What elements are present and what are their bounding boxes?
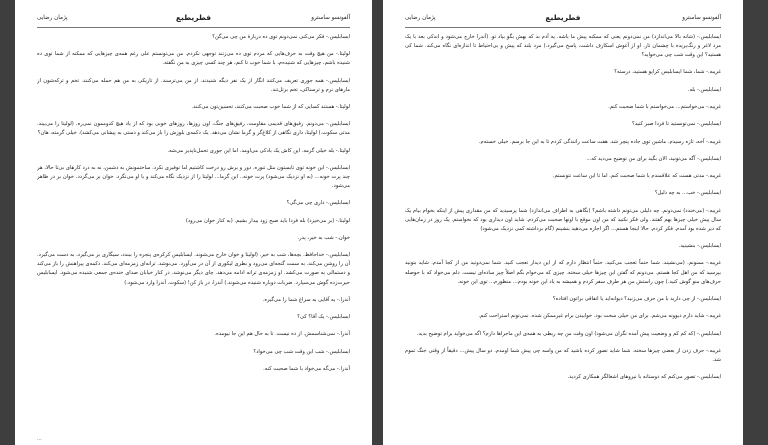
paragraph: ایسابلیس.- نمی‌تونستید تا فردا صبر کنید؟ [631,121,721,128]
paragraph: غریبه.- شاید دارم دیوونه می‌شم. برای من خیلی سخت بود. خوابیدن برام غیرممکن شده. نمی‌تونم استراحت کنم. [478,313,721,320]
paragraph: غریبه.- می‌خواستم... می‌خواستم با شما صحبت کنم. [608,104,721,111]
header-author: پژمان رضایی [37,15,68,21]
paragraph: ایسابلیس.- یک آقا؟ کی؟ [297,314,350,321]
header-divider [37,27,350,28]
paragraph: آندرا.- یه آقایی به سراغ شما را می‌گیره. [262,296,350,303]
paragraph: لولیتا.- (بر می‌خیزد) بله فردا باید صبح زود بیدار بشیم. (به کنار خوان می‌رود) [185,217,350,224]
paragraph: غریبه.- آخه، تازه رسیدم. ماشین توی جاده پنچر شد. هفت ساعت رانندگی کردم تا به این جا برسم. خیلی خسته‌م. [478,138,721,145]
header-book-title: آلفونسو ساسترو [682,15,721,21]
paragraph: ایسابلیس.- از چی دارید با من حرف می‌زنید؟ دیوانه‌اید یا اتفاقی براتون افتاده؟ [552,295,721,302]
paragraph: لولیتا.- من هیچ وقت به حرف‌هایی که مردم توی ده می‌زنند توجهی نکردم. من می‌تونستم علی رغم همه‌ی چیزهایی که ممکنه از شما توی ده شنیده باشم، چیزهایی که شنیده‌م، با شما خوب تا کنم، هر چند کسی چیزی به من نگفته. [37,51,350,67]
page-body [405,33,721,439]
paragraph: آندرا.- نمی‌شناسمش. از ده نیست. تا به حال هم این جا نیومده. [214,331,350,338]
paragraph: ایسابلیس.- (شانه بالا می‌اندازد) من نمی‌دونم یعنی که ممکنه پیش ما باشه. یه آدم بد که بهش بگو بیاد تو. (آندرا خارج می‌شود و اندکی بعد با یک مرد لاغر و رنگ‌پریده با چشمان تار. او از آغوش اسکارف داشت، پاسخ می‌گیرد.) مرد بلند که پیش و بی‌احتیاط تا اندازه‌ای نگاه می‌کند. شما کی هستید؟ این وقت شب چی می‌خواید؟ [405,34,721,59]
paragraph: غریبه.- (می‌خندد) نمی‌دونم. چه دلیلی می‌تونم داشته باشم؟ (نگاهی به اطراف می‌اندازد) شما پرسیدید که من مقداری پیش از اینکه بخوام بیام یک سال پیش خیلی چیزها بهم گفتند. ولی فکر نکنید که من اون موقع با اونها صحبت می‌کردم. شاید اون دیداری بود که نخواستم. یک روز در زمان‌هایی که دیر شده بود آمدم. فکر کردم. حالا اینجا هستم... اگر اجازه می‌دهید بنشینم (گام برداشته کمی نزدیک می‌شود) [405,207,721,232]
paragraph: لولیتا.- بله خیلی گرمه. این کاش یک بادکی می‌اومد. اما این جوری تحمل‌ناپذیر می‌شه. [167,147,350,154]
paragraph: ایسابلیس.- خداحافظ. بچه‌ها، شب به خیر. (لولیتا و خوان خارج می‌شوند. ایسابلیس کرکره‌ی پنجره را ببندد، سیگاری بر می‌گیرد، به دست می‌گیرد. آن را روشن می‌کند. به سمت گنجه‌ای می‌رود و بطری لیکوری از آن در می‌آورد. می‌نوشد. ترانه‌ای زمزمه‌ای می‌کند. دکمه‌ی پیراهنش را باز می‌کند و دستمالی به صورت می‌کشد. او زمزمه‌ی ترانه ادامه می‌دهد. چای دیگر می‌نوشد. در کنار خیابان صدای خنده‌ی جمعی شنیده می‌شود. ایسابلیس حیرت‌زده گوش می‌سپارد. ضربات دوباره شنیده می‌شوند.) آندرا، در باز کن! (سکوت. آندرا وارد می‌شود.) [37,252,350,286]
paragraph: ایسابلیس.- خب... به چه دلیل؟ [654,190,721,197]
paragraph: ایسابلیس.- همه جوری تعریف می‌کنند انگار از یک نفر دیگه شنیدند. از من می‌ترسند. از تاریکی به من هم حمله می‌کنند. تخم و ترکه‌شون از مارهای نرم و ترسناکی، تخم برتل‌تند. [37,77,350,93]
page-header [37,13,350,25]
paragraph: ایسابلیس.- آگه می‌تونید، الان بگید برای من توضیح می‌دید که... [586,155,721,162]
paragraph: ایسابلیس.- بنشینید. [678,243,721,250]
header-logo: فطریطبع [545,13,581,22]
paragraph: آندرا.- می‌گه می‌خواد با شما صحبت کنه. [263,365,350,372]
pagination-tail: ... [37,436,42,442]
paragraph: غریبه.- مدتی هست که علاقمندم با شما صحبت کنم. اما تا این ساعت نتونستم. [552,173,721,180]
paragraph: غریبه.- شما، شما ایسابلیس کراپو هستید، درسته؟ [614,69,721,76]
header-book-title: آلفونسو ساسترو [311,15,350,21]
document-page-left [15,0,372,445]
document-page-right [383,0,743,445]
header-divider [405,27,721,28]
paragraph: غریبه.- ممنونم. (می‌نشیند. شما حتماً تعجب می‌کنید. حتماً انتظار دارم که از این دیدار تعجب کنید. شما نمی‌دونید من از کجا آمدم. شاید بتونید بپرسید که من اهل کجا هستم. می‌دونم که گفتن این چیزها خیلی سخته. چیزی که می‌خوام بگم اصلاً چیز ساده‌ای نیست. دلم می‌خواد که با حوصله حرف‌های منو گوش کنید.) چون راستش من هر طرف سفر کردم و همیشه به یاد این خونه بودم... منظورم... توی این خونه. [405,260,721,285]
paragraph: لولیتا.- هستند کسایی که از شما خوب صحبت می‌کنند، تحسین‌تون می‌کنند. [191,104,350,111]
page-body [37,33,350,439]
paragraph: ایسابلیس.- می‌دونم. رفیق‌های قدیمی مقاومت، رفیق‌های جنگ، اون روزها، روزهای خوبی بود که از یاد هیچ کدوممون نمی‌ره. (لولیتا را می‌بیند. مدتی سکوت.) لولیتا، داری نگاهی از کلاغ‌گر و گرما نشان می‌دهد. یک دکمه‌ی بلوزش را باز می‌کند و دستی به پیشانی می‌کشد). خیلی گرمته، هان؟ [37,121,350,137]
paragraph: ایسابلیس.- بله. [687,86,721,93]
page-header [405,13,721,25]
paragraph: ایسابلیس.- فکر می‌کنی نمی‌دونم توی ده دربارۀ من چی می‌گن؟ [212,34,350,40]
paragraph: ایسابلیس.- (که کم کم و وضعیت پیش آمده نگران می‌شود) اون وقت من چه ربطی به همه‌ی این ماجراها دارم؟ اگه می‌خواید برام توضیح بدید. [416,330,721,337]
header-logo: فطریطبع [175,13,212,22]
paragraph: ایسابلیس.- داری چی می‌گی؟ [286,200,350,207]
paragraph: خوان.- شب به خیر، پدر. [297,235,350,241]
paragraph: ایسابلیس.- تصور می‌کنم که دوستانه با نیروهای اشغالگر همکاری کردید. [567,374,721,381]
paragraph: ایسابلیس.- این خونه توی تابستون مثل تنوره. دور و برش رو درخت کاشتیم اما توفیری نکرد. ساختمونش به دشمن، نه به درد کارهای بی‌تا حالا، هر چند پرت خونه... (به او نزدیک می‌شود) پرت خونه.. این گرما... لولیتا را از نزدیک نگاه می‌کند و با او می‌نگرد. خوان بر می‌گردد. خوان بر در ظاهر می‌شود. [37,164,350,190]
paragraph: ایسابلیس.- شب این وقت شب چی می‌خواد؟ [253,348,350,355]
header-author: پژمان رضایی [405,15,436,21]
paragraph: غریبه.- حرف زدن از بعضی چیزها سخته. شما شاید تصور کرده باشید که من واسه چی پیش شما اومدم. دو سال پیش... دقیقاً از وقتی جنگ تموم شد. [405,347,721,363]
